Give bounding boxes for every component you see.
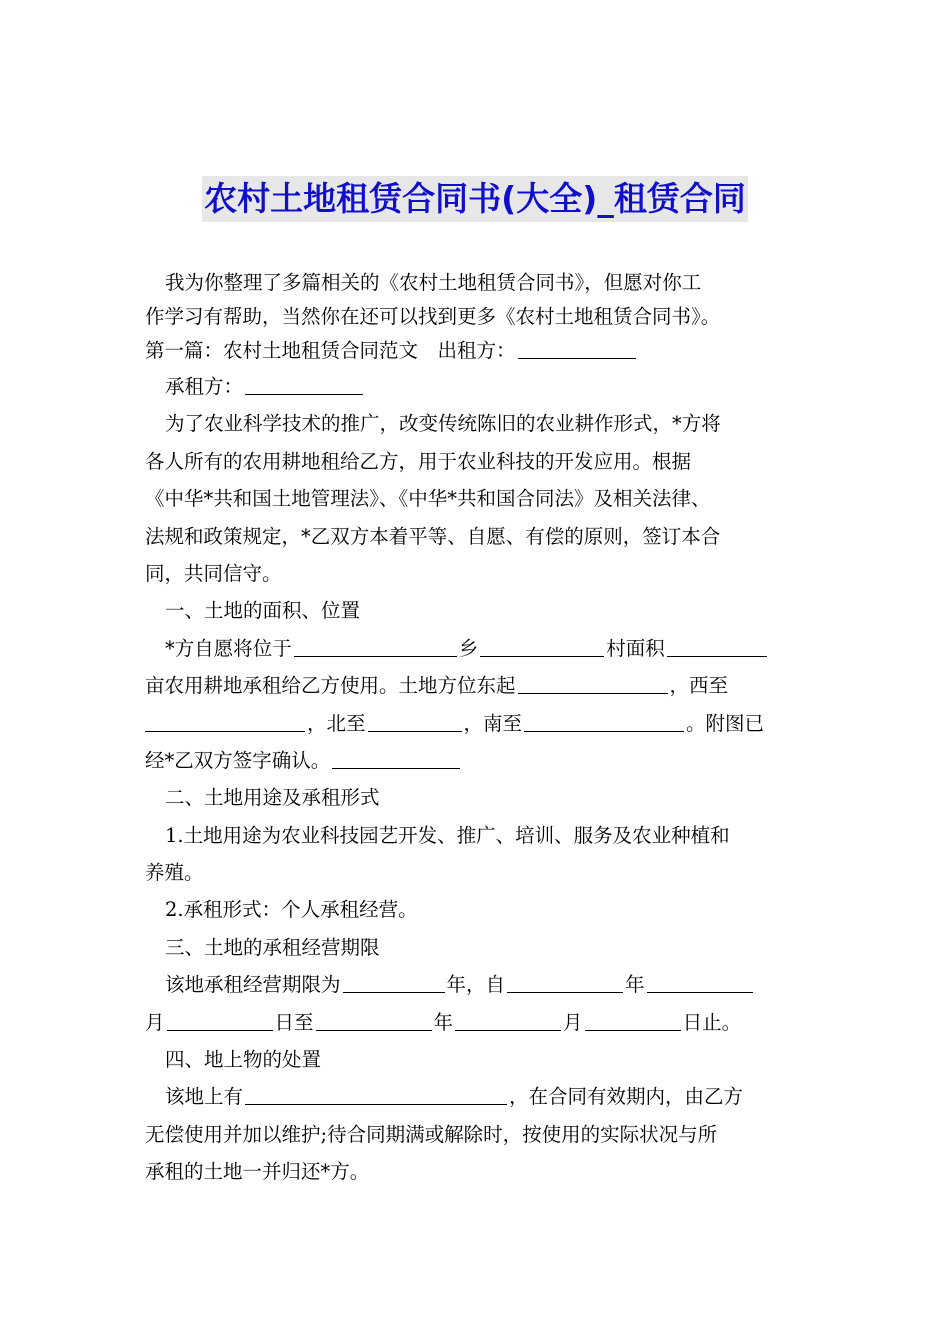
paragraph-line: 各人所有的农用耕地租给乙方，用于农业科技的开发应用。根据 [145, 449, 692, 473]
blank-field [167, 1010, 273, 1031]
paragraph-line [145, 1004, 810, 1041]
text-segment: ，西至 [669, 674, 729, 698]
paragraph-line: 《中华*共和国土地管理法》、《中华*共和国合同法》及相关法律、 [145, 487, 711, 511]
blank-field [647, 972, 753, 993]
text-segment: 亩农用耕地承租给乙方使用。土地方位东起 [145, 674, 516, 698]
text-segment: *方自愿将位于 [165, 636, 292, 660]
document-title: 农村土地租赁合同书(大全)_租赁合同 [202, 176, 748, 222]
blank-lessee [245, 374, 363, 395]
title-container [0, 176, 950, 222]
text-segment: 该地承租经营期限为 [165, 973, 341, 997]
text-segment: ，南至 [463, 711, 523, 735]
text-segment: 经*乙双方签字确认。 [145, 748, 331, 772]
text-segment: 村面积 [606, 636, 665, 660]
blank-field [667, 636, 767, 657]
paragraph-line [145, 705, 810, 742]
paragraph-line: 为了农业科学技术的推广，改变传统陈旧的农业耕作形式，*方将 [165, 412, 721, 436]
section-heading-lessor: 第一篇：农村土地租赁合同范文 出租方： [145, 339, 516, 362]
blank-field [316, 1010, 432, 1031]
section-heading: 四、地上物的处置 [165, 1048, 322, 1072]
paragraph-line: 承租的土地一并归还*方。 [145, 1160, 370, 1184]
text-segment: ，在合同有效期内，由乙方 [509, 1085, 744, 1109]
paragraph-line [145, 667, 810, 704]
paragraph-line [145, 742, 810, 779]
lessee-label: 承租方： [165, 375, 244, 398]
text-segment: 年 [433, 1010, 454, 1034]
paragraph-line [145, 966, 810, 1003]
paragraph-line: 我为你整理了多篇相关的《农村土地租赁合同书》，但愿对你工 [165, 271, 702, 294]
blank-field [524, 711, 684, 732]
paragraph-line [145, 1078, 810, 1115]
text-segment: 年，自 [446, 973, 506, 997]
paragraph-line: 法规和政策规定，*乙双方本着平等、自愿、有偿的原则，签订本合 [145, 524, 721, 548]
blank-field [145, 711, 305, 732]
paragraph-line [145, 334, 810, 368]
text-segment: 乡 [458, 636, 479, 660]
document-body [145, 266, 810, 1191]
blank-lessor [518, 338, 636, 359]
paragraph-line: 作学习有帮助，当然你在还可以找到更多《农村土地租赁合同书》。 [145, 305, 721, 328]
blank-field [245, 1084, 507, 1105]
text-segment: 年 [625, 973, 645, 997]
text-segment: 月 [563, 1010, 583, 1034]
paragraph-line: 无偿使用并加以维护;待合同期满或解除时，按使用的实际状况与所 [145, 1122, 718, 1146]
text-segment: 日至 [274, 1010, 314, 1034]
blank-field [332, 748, 460, 769]
blank-field [480, 636, 604, 657]
paragraph-line [145, 368, 810, 405]
section-heading: 一、土地的面积、位置 [165, 599, 361, 623]
text-segment: 月 [145, 1010, 165, 1034]
paragraph-line: 养殖。 [145, 861, 204, 885]
paragraph-line: 1.土地用途为农业科技园艺开发、推广、培训、服务及农业种植和 [165, 823, 730, 847]
blank-field [368, 711, 462, 732]
paragraph-line: 同，共同信守。 [145, 561, 282, 585]
blank-field [455, 1010, 561, 1031]
section-heading: 二、土地用途及承租形式 [165, 786, 380, 810]
section-heading: 三、土地的承租经营期限 [165, 935, 380, 959]
text-segment: 。附图已 [686, 711, 765, 735]
blank-field [343, 972, 445, 993]
text-segment: ，北至 [307, 711, 366, 735]
paragraph-line [145, 630, 810, 667]
blank-field [518, 673, 668, 694]
blank-field [294, 636, 457, 657]
text-segment: 该地上有 [165, 1085, 244, 1109]
blank-field [507, 972, 623, 993]
paragraph-line: 2.承租形式：个人承租经营。 [165, 898, 418, 922]
blank-field [585, 1010, 681, 1031]
text-segment: 日止。 [682, 1010, 742, 1034]
